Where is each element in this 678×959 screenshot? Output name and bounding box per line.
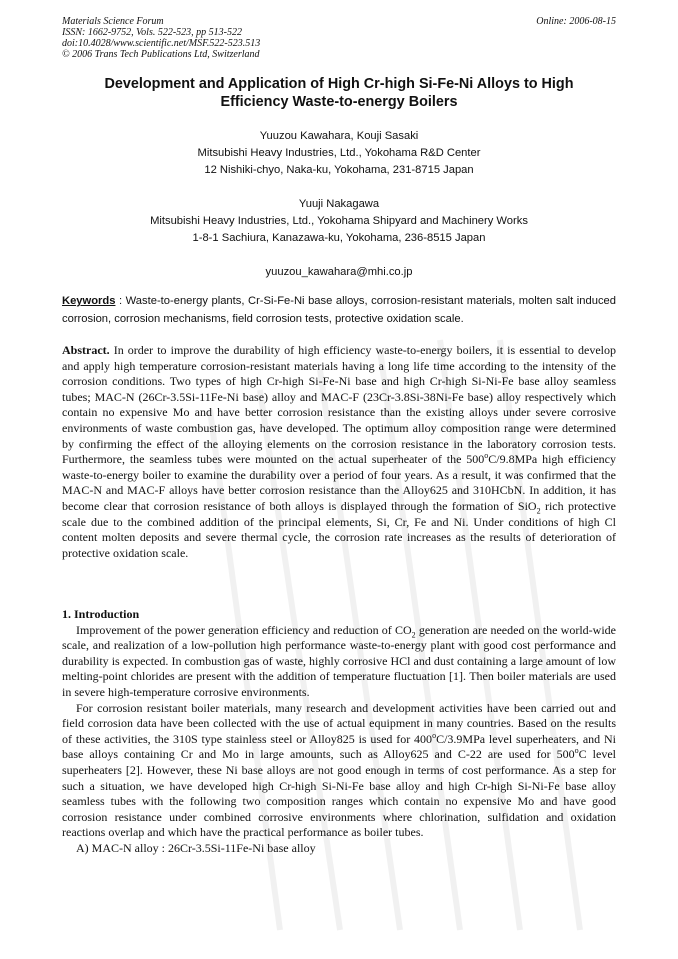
paper-title: [62, 75, 616, 111]
intro-paragraph-1: [62, 623, 616, 701]
alloy-list-item: A) MAC-N alloy : 26Cr-3.5Si-11Fe-Ni base alloy: [76, 840, 316, 855]
abstract-text-a: In order to improve the durability of high efficiency waste-to-energy boilers, it is essential to develop and apply high temperature corrosion-resistant materials having a long life time according to the intensity of the corrosion conditions. Two types of high Cr-high Si-Fe-Ni base and high Cr-high Si-Ni-Fe base alloy seamless tubes; MAC-N (26Cr-3.5Si-11Fe-Ni base) alloy and MAC-F (23Cr-3.8Si-38Ni-Fe base) alloy respectively which contain no expensive Mo and have better corrosion resistance than the existing alloys under severe corrosive environments of waste combustion gas, have developed. The optimum alloy composition range were determined by confirming the effect of the alloying elements on the corrosion resistance in the laboratory corrosion tests. Furthermore, the seamless tubes were mounted on the actual superheater of the 500: [62, 343, 616, 467]
oxide-subscript: 2: [536, 506, 541, 516]
intro-p1-text-a: Improvement of the power generation efficiency and reduction of CO: [76, 622, 412, 637]
title-line-1: Development and Application of High Cr-high Si-Fe-Ni Alloys to High: [104, 76, 574, 92]
section-heading: 1. Introduction: [62, 607, 140, 621]
intro-paragraph-2: [62, 701, 616, 841]
online-date: Online: 2006-08-15: [536, 16, 616, 27]
abstract-section: [62, 343, 616, 561]
address-2: 1-8-1 Sachiura, Kanazawa-ku, Yokohama, 236-8515 Japan: [192, 232, 486, 244]
degree-superscript-2: o: [574, 746, 579, 756]
degree-superscript-1: o: [432, 730, 437, 740]
issn-line: ISSN: 1662-9752, Vols. 522-523, pp 513-522: [62, 27, 242, 38]
keywords-section: [62, 293, 616, 328]
title-line-2: Efficiency Waste-to-energy Boilers: [220, 94, 458, 110]
introduction-section: [62, 607, 616, 857]
abstract-text-c: rich protective scale due to the combined addition of the principal elements, Si, Cr, Fe and Ni. Under conditions of high Cl content molten deposits and severe thermal cycle, the corrosion rate increases as the results of deterioration of protective oxidation scale.: [62, 498, 616, 560]
keywords-text: : Waste-to-energy plants, Cr-Si-Fe-Ni base alloys, corrosion-resistant materials, molten salt induced corrosion, corrosion mechanisms, field corrosion tests, protective oxidation scale.: [62, 295, 616, 325]
keywords-label: Keywords: [62, 295, 116, 307]
author-names-1: Yuuzou Kawahara, Kouji Sasaki: [259, 130, 419, 142]
intro-p2-text-b: C/3.9MPa level superheaters, and Ni base alloys containing Cr and Mo in large amounts, such as Alloy625 and C-22 are used for 500: [62, 731, 617, 762]
abstract-label: Abstract.: [62, 343, 110, 357]
degree-superscript: o: [484, 451, 489, 461]
intro-p2-text-c: C level superheaters [2]. However, these Ni base alloys are not good enough in terms of cost performance. As a step for such a situation, we have developed high Cr-high Si-Ni-Fe base alloy and high Cr-high Si-Ni-Fe base alloy seamless tubes with the following two composition ranges which contain no expensive Mo and have good corrosion resistance under combined corrosive environments where chlorination, sulfidation and oxidation reactions overlap and which have the practical performance as boiler tubes.: [62, 747, 617, 840]
author-email[interactable]: yuuzou_kawahara@mhi.co.jp: [265, 266, 413, 278]
author-block: [62, 128, 616, 281]
doi-line[interactable]: doi:10.4028/www.scientific.net/MSF.522-523.513: [62, 38, 261, 49]
affiliation-1: Mitsubishi Heavy Industries, Ltd., Yokohama R&D Center: [197, 147, 481, 159]
author-names-2: Yuuji Nakagawa: [298, 198, 380, 210]
intro-p1-text-b: generation are needed on the world-wide scale, and realization of a low-pollution high performance waste-to-energy plant with good cost performance and durability is expected. In combustion gas of waste, highly corrosive HCl and dust containing a large amount of low melting-point chlorides are present with the addition of temperature fluctuation [1]. Then boiler materials are used in severe high-temperature corrosive environments.: [62, 622, 616, 699]
affiliation-2: Mitsubishi Heavy Industries, Ltd., Yokohama Shipyard and Machinery Works: [150, 215, 528, 227]
address-1: 12 Nishiki-chyo, Naka-ku, Yokohama, 231-8715 Japan: [204, 164, 474, 176]
abstract-text-b: C/9.8MPa high efficiency waste-to-energy boiler to examine the durability over a period of four years. As a result, it was confirmed that the MAC-N and MAC-F alloys have better corrosion resistance than the Alloy625 and 310HCbN. In addition, it has become clear that corrosion resistance of both alloys is displayed through the formation of SiO: [62, 452, 616, 513]
journal-header: [62, 16, 616, 60]
copyright-line: © 2006 Trans Tech Publications Ltd, Switzerland: [62, 49, 260, 60]
co2-subscript: 2: [411, 629, 416, 639]
intro-p2-text-a: For corrosion resistant boiler materials, many research and development activities have been carried out and field corrosion data have been collected with the use of actual equipment in many countries. Based on the results of these activities, the 310S type stainless steel or Alloy825 is used for 400: [62, 700, 616, 746]
journal-name: Materials Science Forum: [62, 16, 164, 27]
